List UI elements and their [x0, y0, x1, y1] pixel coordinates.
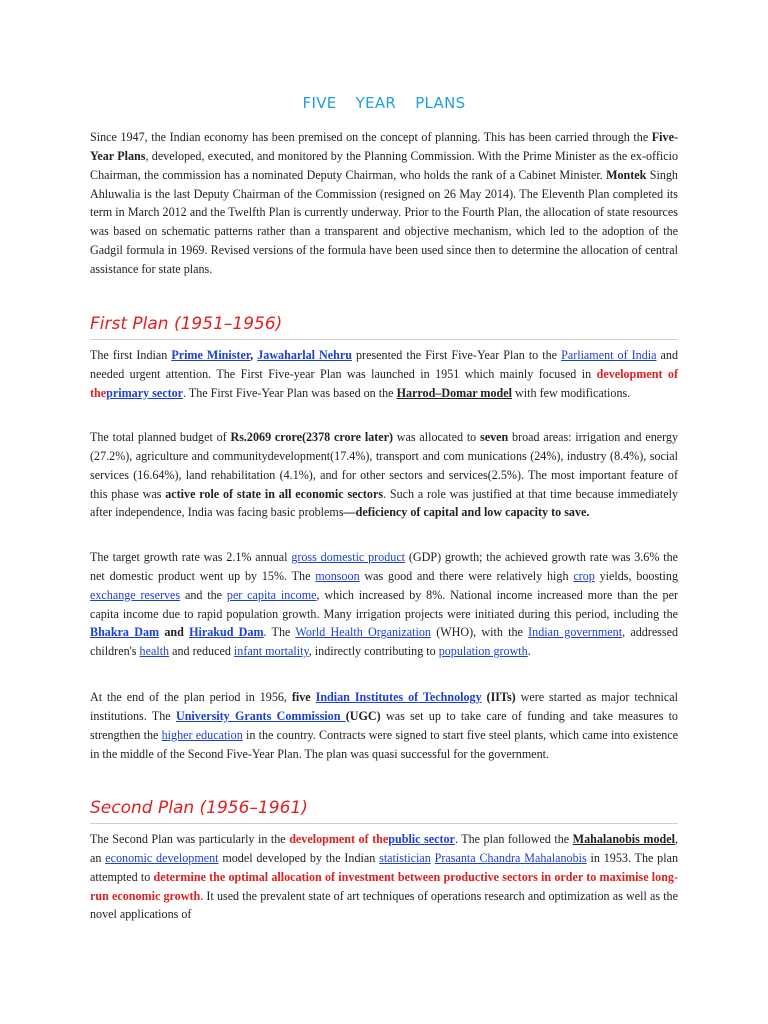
text: was allocated to [393, 430, 481, 444]
bold-text: Rs.2069 crore(2378 crore later) [230, 430, 394, 444]
text: . Such a role was justified at that time because immediately after independence, India was facing basic problems [90, 486, 679, 520]
link-jawaharlal-nehru[interactable]: Jawaharlal Nehru [257, 348, 352, 362]
text: model developed by the Indian [218, 850, 380, 865]
link-parliament-of-india[interactable]: Parliament of India [561, 348, 657, 362]
text: yields, boosting [594, 568, 679, 583]
text: . [527, 644, 531, 659]
link-monsoon[interactable]: monsoon [315, 568, 360, 583]
text: At the end of the plan period in 1956, [90, 690, 292, 704]
bold-text: five [291, 690, 316, 704]
highlight-text: determine the optimal allocation of investment between productive sectors in order to maximise long-run economic growth [90, 869, 679, 903]
highlight-text: development of the [90, 366, 678, 400]
link-statistician[interactable]: statistician [379, 850, 431, 865]
text: with few modifications. [512, 385, 631, 400]
text: (WHO), with the [430, 625, 529, 640]
text: Since 1947, the Indian economy has been premised on the concept of planning. This has been carried through the [90, 130, 652, 144]
bold-text: active role of state in all economic sectors [165, 486, 384, 501]
link-higher-education[interactable]: higher education [161, 727, 243, 742]
link-population-growth[interactable]: population growth [438, 644, 528, 659]
text: , [250, 348, 258, 362]
link-world-health-organization[interactable]: World Health Organization [295, 625, 431, 640]
text: , an [90, 832, 678, 865]
link-health[interactable]: health [139, 644, 170, 659]
first-plan-paragraph-4 [90, 688, 678, 763]
section-heading-second-plan: Second Plan (1956–1961) [90, 798, 678, 824]
text: , which increased by 8%. National income increased more than the per capita income due to rapid population growth. Many irrigation projects were initiated during this period, including the [90, 587, 678, 621]
text: . The First Five-Year Plan was based on the [183, 385, 397, 400]
link-public-sector[interactable]: public sector [388, 832, 455, 846]
link-indian-government[interactable]: Indian government [528, 625, 623, 640]
text: The target growth rate was 2.1% annual [90, 550, 292, 564]
bold-text: seven [480, 430, 509, 444]
bold-text: Montek [606, 167, 647, 182]
text: . The [263, 625, 296, 640]
text: , addressed children's [90, 625, 679, 659]
bold-text: Mahalanobis model [572, 832, 675, 846]
link-ugc[interactable]: University Grants Commission [175, 708, 346, 723]
link-primary-sector[interactable]: primary sector [106, 385, 184, 400]
bold-text: (IITs) [481, 690, 516, 704]
text: , indirectly contributing to [308, 644, 439, 659]
section-heading-first-plan: First Plan (1951–1956) [90, 314, 678, 340]
text: The first Indian [90, 348, 172, 362]
bold-text: and [159, 625, 190, 640]
link-infant-mortality[interactable]: infant mortality [233, 644, 309, 659]
text: . The plan followed the [454, 832, 573, 846]
bold-text: Harrod–Domar model [396, 385, 513, 400]
bold-text: (UGC) [345, 708, 381, 723]
link-prasanta-chandra-mahalanobis[interactable]: Prasanta Chandra Mahalanobis [434, 850, 587, 865]
link-economic-development[interactable]: economic development [105, 850, 219, 865]
link-crop[interactable]: crop [573, 568, 595, 583]
bold-text: Five-Year Plans [90, 130, 678, 163]
text: The Second Plan was particularly in the [90, 832, 290, 846]
bold-text: —deficiency of capital and low capacity to save. [343, 505, 590, 520]
link-per-capita-income[interactable]: per capita income [226, 587, 317, 602]
text: . It used the prevalent state of art techniques of operations research and optimization as well as the novel applications of [90, 888, 678, 922]
first-plan-paragraph-1 [90, 346, 678, 403]
page-title: FIVE YEAR PLANS [302, 94, 466, 112]
text: was set up to take care of funding and take measures to strengthen the [90, 708, 678, 742]
intro-paragraph [90, 128, 678, 279]
text: (GDP) growth; the achieved growth rate was 3.6% the net domestic product went up by 15%. The [90, 550, 678, 583]
text: and reduced [169, 644, 234, 659]
text: in 1953. The plan attempted to [90, 850, 678, 884]
text: and needed urgent attention. The First Five-year Plan was launched in 1951 which mainly focused in [90, 348, 679, 381]
link-bhakra-dam[interactable]: Bhakra Dam [90, 625, 160, 640]
text: and the [180, 587, 227, 602]
text: broad areas: irrigation and energy (27.2%), agriculture and communitydevelopment(17.4%), transport and com munications (24%), industry (8.4%), social services (16.64%), land rehabilitation (4.1%), and for other sectors and services(2.5%). The most important feature of this phase was [90, 430, 679, 501]
link-gdp[interactable]: gross domestic product [291, 550, 406, 564]
second-plan-paragraph-1 [90, 830, 678, 924]
link-exchange-reserves[interactable]: exchange reserves [90, 587, 181, 602]
link-iit[interactable]: Indian Institutes of Technology [315, 690, 482, 704]
text: was good and there were relatively high [359, 568, 574, 583]
text: , developed, executed, and monitored by the Planning Commission. With the Prime Minister as the ex-officio Chairman, the commission has a nominated Deputy Chairman, who holds the rank of a Cabinet Minister. [90, 148, 678, 182]
link-prime-minister[interactable]: Prime Minister [171, 348, 251, 362]
text: The total planned budget of [90, 430, 231, 444]
first-plan-paragraph-3 [90, 548, 678, 661]
link-hirakud-dam[interactable]: Hirakud Dam [189, 625, 264, 640]
text: were started as major technical institutions. The [90, 690, 678, 723]
text: presented the First Five-Year Plan to the [351, 348, 562, 362]
text: Singh Ahluwalia is the last Deputy Chairman of the Commission (resigned on 26 May 2014). The Eleventh Plan completed its term in March 2012 and the Twelfth Plan is currently underway. Prior to the Fourth Plan, the allocation of state resources was based on schematic patterns rather than a transparent and objective mechanism, which led to the adoption of the Gadgil formula in 1969. Revised versions of the formula have been used since then to determine the allocation of central assistance for state plans. [90, 167, 678, 276]
first-plan-paragraph-2 [90, 428, 678, 522]
text: in the country. Contracts were signed to start five steel plants, which came into existence in the middle of the Second Five-Year Plan. The plan was quasi successful for the government. [90, 727, 678, 761]
highlight-text: development of the [289, 832, 389, 846]
